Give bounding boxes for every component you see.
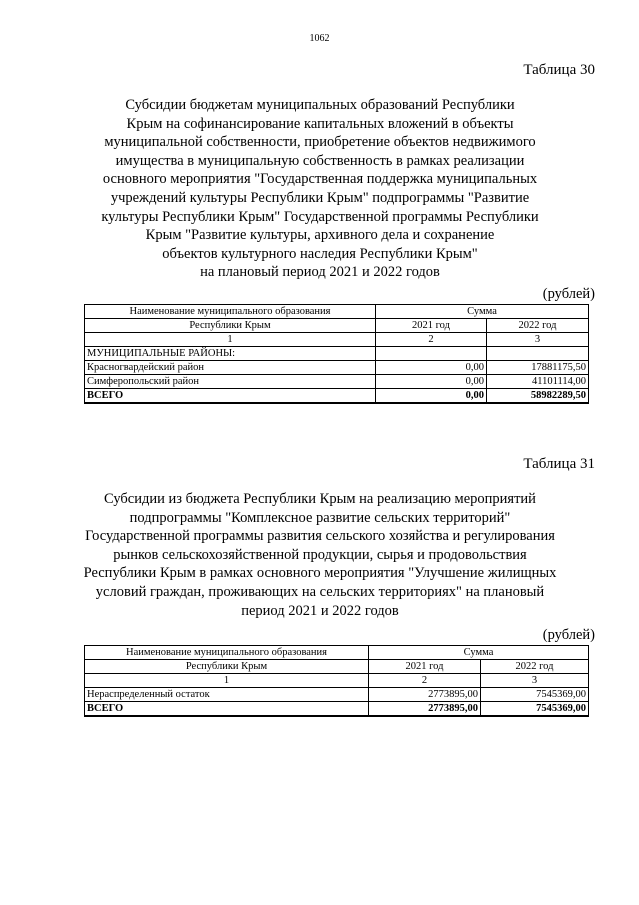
table-header-row	[85, 646, 589, 660]
header-name-line1: Наименование муниципального образования	[85, 305, 376, 319]
row-value-2022: 7545369,00	[481, 688, 589, 702]
table-30-title	[80, 96, 560, 282]
title-line: подпрограммы "Комплексное развитие сельских территорий"	[129, 509, 511, 526]
total-value-2021: 2773895,00	[369, 702, 481, 717]
header-year-2022: 2022 год	[481, 660, 589, 674]
column-number: 2	[376, 333, 487, 347]
empty-cell	[376, 347, 487, 361]
row-value-2022: 41101114,00	[487, 375, 589, 389]
title-line: Крым "Развитие культуры, архивного дела и сохранение	[145, 227, 495, 244]
title-line: рынков сельскохозяйственной продукции, сырья и продовольствия	[113, 546, 527, 563]
title-line: Государственной программы развития сельского хозяйства и регулирования	[85, 528, 555, 545]
header-name-line1: Наименование муниципального образования	[85, 646, 369, 660]
table-total-row	[85, 702, 589, 717]
title-line: Республики Крым в рамках основного мероприятия "Улучшение жилищных	[83, 565, 557, 582]
title-line: культуры Республики Крым" Государственной программы Республики	[101, 208, 539, 225]
total-label: ВСЕГО	[85, 702, 369, 717]
column-number: 2	[369, 674, 481, 688]
row-name: Нераспределенный остаток	[85, 688, 369, 702]
title-line: имущества в муниципальную собственность в рамках реализации	[115, 152, 525, 169]
table-row	[85, 375, 589, 389]
title-line: муниципальной собственности, приобретение объектов недвижимого	[104, 134, 536, 151]
title-line: на плановый период 2021 и 2022 годов	[200, 264, 440, 281]
column-number: 1	[85, 674, 369, 688]
table-30-units: (рублей)	[542, 286, 595, 302]
table-header-row	[85, 319, 589, 333]
title-line: объектов культурного наследия Республики Крым"	[162, 245, 478, 262]
row-value-2021: 2773895,00	[369, 688, 481, 702]
table-total-row	[85, 389, 589, 404]
header-year-2021: 2021 год	[376, 319, 487, 333]
column-number: 3	[481, 674, 589, 688]
table-section-row	[85, 347, 589, 361]
table-header-row	[85, 305, 589, 319]
header-sum: Сумма	[376, 305, 589, 319]
title-line: основного мероприятия "Государственная поддержка муниципальных	[102, 171, 538, 188]
table-31-title	[80, 490, 560, 620]
header-name-line2: Республики Крым	[85, 319, 376, 333]
table-column-numbers-row	[85, 333, 589, 347]
table-31-units: (рублей)	[542, 627, 595, 643]
row-name: Красногвардейский район	[85, 361, 376, 375]
column-number: 3	[487, 333, 589, 347]
total-value-2022: 7545369,00	[481, 702, 589, 717]
row-value-2021: 0,00	[376, 361, 487, 375]
title-line: период 2021 и 2022 годов	[241, 602, 399, 619]
title-line: Субсидии из бюджета Республики Крым на реализацию мероприятий	[104, 491, 536, 507]
empty-cell	[487, 347, 589, 361]
page-number: 1062	[309, 33, 330, 44]
table-header-row	[85, 660, 589, 674]
table-row	[85, 688, 589, 702]
row-value-2021: 0,00	[376, 375, 487, 389]
row-name: Симферопольский район	[85, 375, 376, 389]
title-line: учреждений культуры Республики Крым" подпрограммы "Развитие	[110, 189, 530, 206]
row-value-2022: 17881175,50	[487, 361, 589, 375]
table-31-label: Таблица 31	[523, 456, 595, 472]
table-row	[85, 361, 589, 375]
column-number: 1	[85, 333, 376, 347]
table-30	[84, 304, 589, 404]
header-year-2022: 2022 год	[487, 319, 589, 333]
header-year-2021: 2021 год	[369, 660, 481, 674]
total-label: ВСЕГО	[85, 389, 376, 404]
table-31	[84, 645, 589, 717]
total-value-2021: 0,00	[376, 389, 487, 404]
header-sum: Сумма	[369, 646, 589, 660]
title-line: Субсидии бюджетам муниципальных образований Республики	[125, 97, 515, 113]
table-30-label: Таблица 30	[523, 62, 595, 78]
title-line: условий граждан, проживающих на сельских территориях" на плановый	[95, 583, 545, 600]
title-line: Крым на софинансирование капитальных вложений в объекты	[126, 115, 514, 132]
section-label: МУНИЦИПАЛЬНЫЕ РАЙОНЫ:	[85, 347, 376, 361]
table-column-numbers-row	[85, 674, 589, 688]
total-value-2022: 58982289,50	[487, 389, 589, 404]
header-name-line2: Республики Крым	[85, 660, 369, 674]
